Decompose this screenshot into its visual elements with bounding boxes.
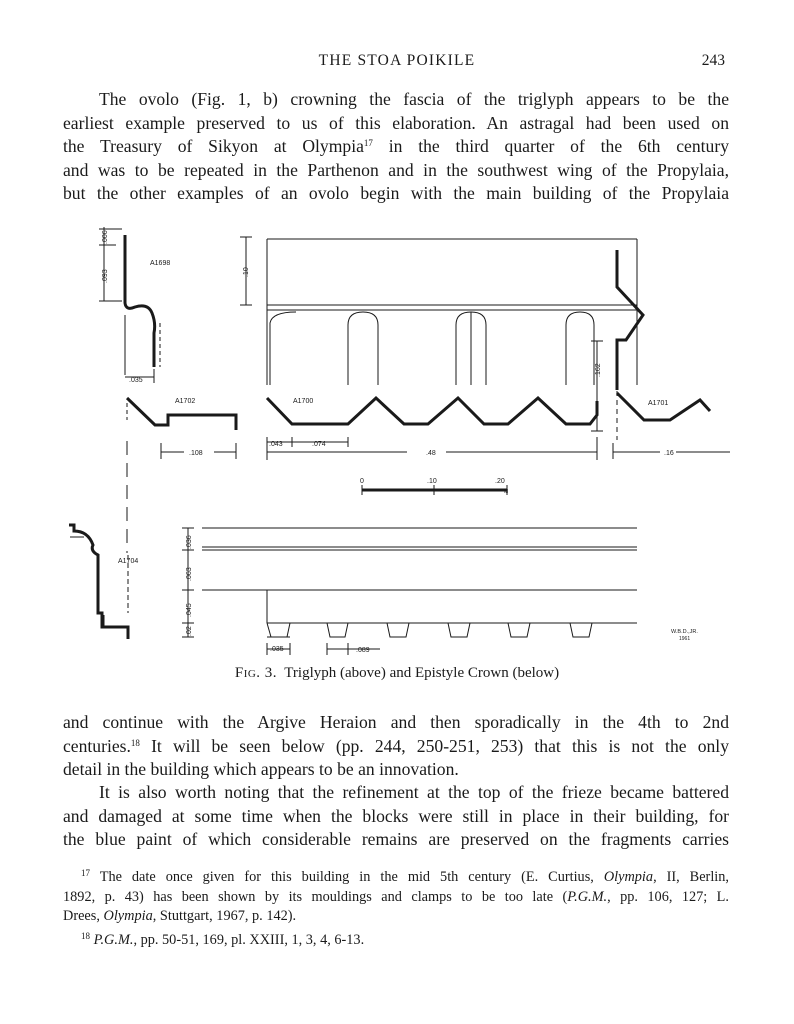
dim-035-bottom: .035 xyxy=(270,646,284,653)
footnote-17-cont: Drees, Olympia, Stuttgart, 1967, p. 142). xyxy=(63,908,297,924)
dim-108: .108 xyxy=(189,450,203,457)
paragraph-3 xyxy=(63,781,729,852)
dim-16: .16 xyxy=(664,450,674,457)
a1704-profile xyxy=(69,525,128,639)
scale-0: 0 xyxy=(360,478,364,485)
dim-089: .089 xyxy=(356,647,370,654)
paragraph-1-line: and was to be repeated in the Parthenon and in the southwest wing of the Propylaia, xyxy=(63,159,729,180)
dim-043: .043 xyxy=(269,441,283,448)
paragraph-1-line: the Treasury of Sikyon at Olympia$^{17}$ in the third quarter of the 6th century xyxy=(63,136,729,156)
label-a1702: A1702 xyxy=(175,398,196,405)
dim-48: .48 xyxy=(426,450,436,457)
dim-006: .006 xyxy=(102,230,109,244)
epistyle-crown-elevation xyxy=(182,528,637,655)
figure-label: Fig. 3. xyxy=(234,665,278,681)
label-a1700: A1700 xyxy=(293,398,314,405)
scale-bar xyxy=(362,485,507,495)
figure-3-drawing xyxy=(60,215,750,665)
figure-caption xyxy=(0,665,794,682)
page-number: 243 xyxy=(701,52,725,69)
paragraph-1-line: but the other examples of an ovolo begin with the main building of the Propylaia xyxy=(63,183,729,203)
footnote-ref-17[interactable]: 17 xyxy=(363,138,373,148)
paragraph-2-line: detail in the building which appears to be an innovation. xyxy=(63,759,459,779)
triglyph-elevation xyxy=(240,237,637,385)
paragraph-3-line: and damaged at some time when the blocks were still in place in their building, for xyxy=(63,805,729,826)
footnote-17-cont: 1892, p. 43) has been shown by its mouldings and clamps to be too late (P.G.M., pp. 106, 127; L. xyxy=(63,888,729,905)
paragraph-2-line: and continue with the Argive Heraion and then sporadically in the 4th to 2nd xyxy=(63,712,729,732)
paragraph-3-line: It is also worth noting that the refinement at the top of the frieze became battered xyxy=(99,782,729,802)
dim-074: .074 xyxy=(312,441,326,448)
footnotes xyxy=(63,864,729,950)
figure-caption-text: Triglyph (above) and Epistyle Crown (below) xyxy=(284,665,560,681)
scale-20: .20 xyxy=(495,478,505,485)
draftsman-signature: W.B.D.,JR. xyxy=(671,629,698,635)
drawing-year: 1961 xyxy=(679,636,691,642)
paragraph-1-line: earliest example preserved to us of this elaboration. An astragal had been used on xyxy=(63,112,729,133)
dim-02: .02 xyxy=(186,626,193,636)
paragraph-1 xyxy=(63,88,729,206)
dim-035-top: .035 xyxy=(129,377,143,384)
dim-036: .036 xyxy=(186,535,193,549)
a1698-profile xyxy=(99,227,160,383)
footnote-17: $^{17}$ The date once given for this building in the mid 5th century (E. Curtius, Olympia, II, Berlin, xyxy=(81,868,729,885)
running-title: THE STOA POIKILE xyxy=(318,52,476,69)
dim-162: .162 xyxy=(595,363,602,377)
scale-unit: M xyxy=(504,489,509,495)
footnote-ref-18[interactable]: 18 xyxy=(130,737,140,748)
paragraph-3-line: the blue paint of which considerable remains are preserved on the fragments carries xyxy=(63,829,729,849)
dim-063: .063 xyxy=(186,567,193,581)
label-a1704: A1704 xyxy=(118,558,139,565)
paragraph-2 xyxy=(63,711,729,782)
a1702-plan xyxy=(127,398,236,459)
scale-10: .10 xyxy=(427,478,437,485)
paragraph-2-line: centuries.$^{18}$ It will be seen below (pp. 244, 250-251, 253) that this is not the only xyxy=(63,735,729,756)
footnote-18: $^{18}$ P.G.M., pp. 50-51, 169, pl. XXIII, 1, 3, 4, 6-13. xyxy=(81,930,365,948)
dim-093: .093 xyxy=(102,269,109,283)
label-a1701: A1701 xyxy=(648,400,669,407)
label-a1698: A1698 xyxy=(150,260,171,267)
paragraph-1-line: The ovolo (Fig. 1, b) crowning the fascia of the triglyph appears to be the xyxy=(99,89,729,109)
dim-045: .045 xyxy=(186,603,193,617)
dim-10: .10 xyxy=(243,267,250,277)
